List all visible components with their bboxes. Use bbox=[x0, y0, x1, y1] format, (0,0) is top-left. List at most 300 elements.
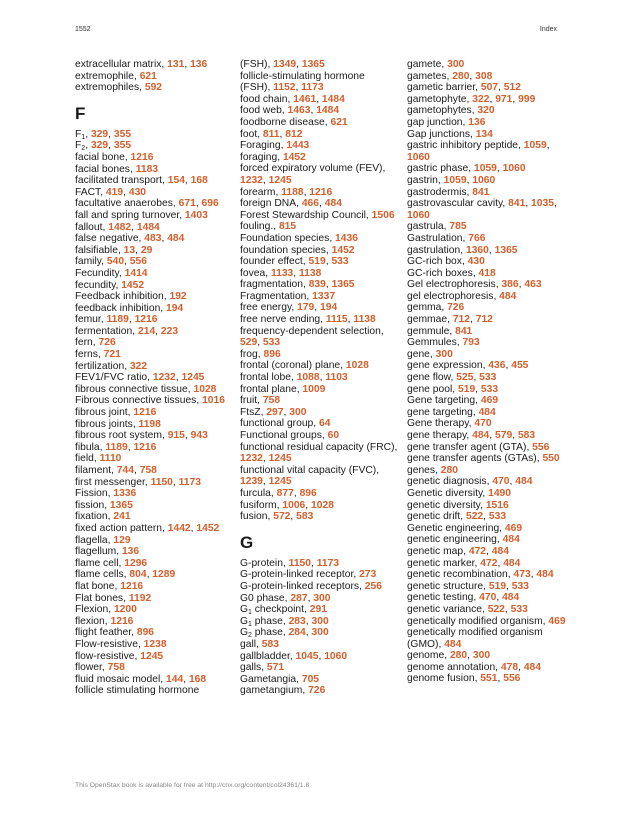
index-term: founder effect bbox=[240, 256, 303, 268]
index-term: gene targeting bbox=[407, 406, 473, 418]
page-reference-link[interactable]: 154 bbox=[167, 175, 185, 187]
page-reference-link[interactable]: 280 bbox=[452, 70, 470, 82]
index-term: foot bbox=[240, 128, 258, 140]
page-reference-link[interactable]: 533 bbox=[331, 256, 349, 268]
index-entry: gene, 300 bbox=[407, 348, 453, 360]
page-reference-link[interactable]: 1232 bbox=[240, 453, 263, 465]
page-reference-link[interactable]: 64 bbox=[319, 418, 331, 430]
page-reference-link[interactable]: 529 bbox=[240, 337, 258, 349]
index-term: genetically modified organism bbox=[407, 615, 543, 627]
page-reference-link[interactable]: 507 bbox=[480, 82, 499, 94]
index-entry: family, 540, 556 bbox=[75, 256, 147, 268]
page-reference-link[interactable]: 29 bbox=[140, 244, 153, 256]
page-reference-link[interactable]: 533 bbox=[479, 372, 497, 384]
page-reference-link[interactable]: 1506 bbox=[371, 209, 395, 221]
index-term: flexion bbox=[75, 615, 105, 627]
page-reference-link[interactable]: 1239 bbox=[240, 476, 263, 488]
page-reference-link[interactable]: 283 bbox=[288, 615, 306, 627]
page-reference-link[interactable]: 726 bbox=[308, 685, 326, 697]
page-reference-link[interactable]: 484 bbox=[523, 661, 542, 673]
page-reference-link[interactable]: 1060 bbox=[324, 650, 348, 662]
index-term: Gene targeting bbox=[407, 395, 476, 407]
page-reference-link[interactable]: 1028 bbox=[311, 499, 334, 511]
page-reference-link[interactable]: 1365 bbox=[494, 244, 518, 256]
page-reference-link[interactable]: 533 bbox=[262, 337, 281, 349]
page-reference-link[interactable]: 308 bbox=[475, 70, 493, 82]
page-reference-link[interactable]: 804 bbox=[129, 569, 147, 581]
page-reference-link[interactable]: 1009 bbox=[302, 383, 326, 395]
page-reference-link[interactable]: 1452 bbox=[196, 522, 220, 534]
page-reference-link[interactable]: 1183 bbox=[135, 163, 159, 175]
page-reference-link[interactable]: 811 bbox=[262, 128, 280, 140]
page-reference-link[interactable]: 1060 bbox=[407, 209, 430, 221]
page-reference-link[interactable]: 484 bbox=[472, 430, 490, 441]
page-reference-link[interactable]: 320 bbox=[477, 105, 495, 117]
page-reference-link[interactable]: 1103 bbox=[325, 372, 348, 384]
page-reference-link[interactable]: 550 bbox=[542, 453, 560, 465]
page-reference-link[interactable]: 1452 bbox=[121, 279, 145, 291]
page-reference-link[interactable]: 483 bbox=[144, 233, 162, 245]
page-reference-link[interactable]: 766 bbox=[468, 232, 486, 244]
page-reference-link[interactable]: 943 bbox=[190, 430, 208, 442]
page-reference-link[interactable]: 1490 bbox=[488, 487, 512, 499]
page-reference-link[interactable]: 533 bbox=[510, 603, 528, 615]
page-reference-link[interactable]: 484 bbox=[167, 233, 185, 245]
page-reference-link[interactable]: 168 bbox=[188, 673, 207, 685]
page-reference-link[interactable]: 1289 bbox=[152, 569, 176, 581]
index-entry: food chain, 1461, 1484 bbox=[240, 93, 345, 105]
page-reference-link[interactable]: 1059 bbox=[523, 140, 547, 152]
page-reference-link[interactable]: 533 bbox=[511, 580, 529, 592]
page-reference-link[interactable]: 60 bbox=[327, 430, 340, 441]
page-reference-link[interactable]: 300 bbox=[311, 627, 329, 639]
page-reference-link[interactable]: 1484 bbox=[321, 93, 345, 105]
page-reference-link[interactable]: 1484 bbox=[316, 105, 340, 117]
page-reference-link[interactable]: 1296 bbox=[124, 557, 148, 569]
page-reference-link[interactable]: 13 bbox=[123, 244, 136, 256]
index-term: G bbox=[240, 615, 249, 627]
page-reference-link[interactable]: 1360 bbox=[465, 244, 489, 256]
page-reference-link[interactable]: 1245 bbox=[181, 372, 205, 384]
page-reference-link[interactable]: 1028 bbox=[345, 360, 369, 372]
page-reference-link[interactable]: 469 bbox=[480, 395, 499, 407]
page-reference-link[interactable]: 1198 bbox=[138, 418, 161, 430]
page-reference-link[interactable]: 915 bbox=[167, 430, 185, 442]
page-reference-link[interactable]: 1216 bbox=[133, 441, 157, 453]
index-term: Fecundity bbox=[75, 267, 119, 279]
page-reference-link[interactable]: 466 bbox=[301, 198, 320, 210]
page-reference-link[interactable]: 671 bbox=[178, 198, 196, 210]
index-term: gel electrophoresis bbox=[407, 290, 494, 302]
page-reference-link[interactable]: 533 bbox=[488, 511, 507, 523]
page-reference-link[interactable]: 300 bbox=[311, 615, 329, 627]
page-reference-link[interactable]: 1442 bbox=[167, 522, 191, 534]
page-reference-link[interactable]: 291 bbox=[309, 604, 327, 616]
index-entry: flow-resistive, 1245 bbox=[75, 650, 164, 662]
page-reference-link[interactable]: 1059 bbox=[443, 174, 467, 186]
page-reference-link[interactable]: 192 bbox=[169, 291, 187, 303]
page-reference-link[interactable]: 355 bbox=[113, 128, 132, 140]
page-reference-link[interactable]: 1443 bbox=[286, 140, 310, 152]
page-reference-link[interactable]: 241 bbox=[113, 511, 131, 523]
page-reference-link[interactable]: 322 bbox=[472, 93, 490, 105]
page-reference-link[interactable]: 815 bbox=[278, 221, 297, 233]
page-reference-link[interactable]: 1110 bbox=[99, 453, 122, 465]
index-entry: gene pool, 519, 533 bbox=[407, 383, 499, 395]
page-reference-link[interactable]: 473 bbox=[513, 569, 531, 581]
index-term: flagella bbox=[75, 534, 108, 546]
index-term: FEV1/FVC ratio bbox=[75, 372, 148, 384]
page-reference-link[interactable]: 329 bbox=[90, 128, 109, 140]
index-term: GC-rich box bbox=[407, 256, 462, 268]
index-entry: free energy, 179, 194 bbox=[240, 302, 338, 314]
page-reference-link[interactable]: 551 bbox=[480, 673, 498, 685]
page-reference-link[interactable]: 1245 bbox=[268, 476, 292, 488]
page-reference-link[interactable]: 469 bbox=[548, 615, 566, 627]
index-term: filament bbox=[75, 465, 112, 476]
index-term: Gap junctions bbox=[407, 128, 470, 140]
index-entry: ferns, 721 bbox=[75, 349, 121, 361]
index-term: femur bbox=[75, 314, 101, 326]
index-entry: fibrous joint, 1216 bbox=[75, 407, 157, 419]
page-reference-link[interactable]: 572 bbox=[273, 511, 291, 523]
page-reference-link[interactable]: 484 bbox=[515, 476, 533, 488]
page-reference-link[interactable]: 1414 bbox=[124, 267, 148, 279]
page-reference-link[interactable]: 223 bbox=[160, 325, 179, 337]
page-reference-link[interactable]: 1461 bbox=[293, 93, 317, 105]
page-reference-link[interactable]: 583 bbox=[296, 511, 314, 523]
page-reference-link[interactable]: 1188 bbox=[281, 186, 304, 198]
index-term: forearm bbox=[240, 186, 276, 198]
page-reference-link[interactable]: 1484 bbox=[136, 221, 160, 233]
page-reference-link[interactable]: 1245 bbox=[268, 453, 292, 465]
page-reference-link[interactable]: 1138 bbox=[353, 314, 376, 326]
page-reference-link[interactable]: 419 bbox=[105, 186, 124, 198]
page-reference-link[interactable]: 478 bbox=[500, 661, 519, 673]
index-entry: gastrulation, 1360, 1365 bbox=[407, 244, 518, 256]
page-reference-link[interactable]: 131 bbox=[167, 59, 185, 70]
index-term: gastric phase bbox=[407, 163, 469, 175]
page-reference-link[interactable]: 129 bbox=[113, 534, 131, 546]
page-reference-link[interactable]: 1452 bbox=[331, 244, 355, 256]
page-reference-link[interactable]: 1173 bbox=[316, 557, 340, 569]
index-term: FtsZ bbox=[240, 406, 261, 418]
page-reference-link[interactable]: 214 bbox=[137, 325, 156, 337]
page-reference-link[interactable]: 839 bbox=[308, 279, 326, 291]
page-reference-link[interactable]: 1138 bbox=[299, 267, 322, 279]
index-term: genes bbox=[407, 464, 436, 476]
page-reference-link[interactable]: 1336 bbox=[113, 488, 137, 500]
index-entry: G-protein-linked receptor, 273 bbox=[240, 569, 377, 581]
page-reference-link[interactable]: 1216 bbox=[133, 407, 157, 419]
page-reference-link[interactable]: 999 bbox=[518, 93, 536, 105]
page-reference-link[interactable]: 556 bbox=[532, 441, 550, 453]
page-reference-link[interactable]: 1365 bbox=[109, 499, 133, 511]
index-term: galls bbox=[240, 662, 262, 674]
page-reference-link[interactable]: 329 bbox=[90, 140, 109, 152]
page-reference-link[interactable]: 1060 bbox=[407, 151, 430, 163]
page-reference-link[interactable]: 712 bbox=[475, 314, 493, 326]
page-reference-link[interactable]: 621 bbox=[139, 70, 157, 82]
page-reference-link[interactable]: 519 bbox=[457, 383, 476, 395]
page-reference-link[interactable]: 194 bbox=[166, 302, 184, 314]
index-term: gene flow bbox=[407, 372, 451, 384]
page-reference-link[interactable]: 168 bbox=[190, 175, 208, 187]
page-reference-link[interactable]: 300 bbox=[447, 59, 465, 70]
page-reference-link[interactable]: 1150 bbox=[150, 476, 173, 488]
index-entry: galls, 571 bbox=[240, 662, 285, 674]
page-reference-link[interactable]: 1365 bbox=[301, 59, 325, 70]
index-term: genetic diversity bbox=[407, 499, 481, 511]
page-reference-link[interactable]: 470 bbox=[479, 592, 497, 604]
index-entry: fermentation, 214, 223 bbox=[75, 325, 179, 337]
page-reference-link[interactable]: 455 bbox=[511, 360, 529, 372]
page-reference-link[interactable]: 470 bbox=[474, 418, 492, 430]
page-reference-link[interactable]: 322 bbox=[129, 360, 148, 372]
page-reference-link[interactable]: 841 bbox=[508, 198, 526, 210]
page-reference-link[interactable]: 484 bbox=[499, 290, 517, 302]
index-entry: FEV1/FVC ratio, 1232, 1245 bbox=[75, 372, 205, 384]
page-reference-link[interactable]: 297 bbox=[266, 406, 284, 418]
index-term: gene transfer agents (GTAs) bbox=[407, 453, 537, 465]
page-reference-link[interactable]: 300 bbox=[435, 348, 453, 360]
index-term: Gametangia bbox=[240, 673, 297, 685]
index-term: Flexion bbox=[75, 604, 109, 616]
page-reference-link[interactable]: 1173 bbox=[301, 82, 324, 94]
index-term: (FSH) bbox=[240, 82, 268, 94]
page-reference-link[interactable]: 1016 bbox=[202, 395, 225, 407]
page-reference-link[interactable]: 1152 bbox=[273, 82, 296, 94]
page-reference-link[interactable]: 1232 bbox=[152, 372, 176, 384]
index-term: gemma bbox=[407, 302, 442, 314]
page-reference-link[interactable]: 621 bbox=[330, 116, 348, 128]
page-reference-link[interactable]: 1028 bbox=[193, 383, 217, 395]
index-entry: Fibrous connective tissues, 1016 bbox=[75, 395, 225, 407]
page-reference-link[interactable]: 484 bbox=[324, 198, 342, 210]
page-reference-link[interactable]: 436 bbox=[488, 360, 506, 372]
page-reference-link[interactable]: 1200 bbox=[113, 604, 137, 616]
page-reference-link[interactable]: 696 bbox=[201, 198, 219, 210]
page-reference-link[interactable]: 519 bbox=[308, 256, 326, 268]
page-reference-link[interactable]: 1115 bbox=[325, 314, 348, 326]
page-reference-link[interactable]: 1463 bbox=[287, 105, 311, 117]
index-entry: fallout, 1482, 1484 bbox=[75, 221, 160, 233]
page-reference-link[interactable]: 583 bbox=[517, 430, 536, 441]
page-reference-link[interactable]: 758 bbox=[107, 662, 125, 674]
page-reference-link[interactable]: 971 bbox=[495, 93, 513, 105]
page-reference-link[interactable]: 484 bbox=[503, 557, 521, 569]
page-reference-link[interactable]: 484 bbox=[536, 569, 554, 581]
page-reference-link[interactable]: 136 bbox=[190, 59, 208, 70]
page-reference-link[interactable]: 136 bbox=[121, 546, 140, 558]
page-reference-link[interactable]: 712 bbox=[452, 314, 470, 326]
page-reference-link[interactable]: 726 bbox=[98, 337, 116, 349]
index-term: false negative bbox=[75, 233, 139, 245]
page-reference-link[interactable]: 1189 bbox=[106, 314, 129, 326]
page-reference-link[interactable]: 256 bbox=[364, 580, 382, 592]
page-reference-link[interactable]: 287 bbox=[290, 592, 308, 604]
page-reference-link[interactable]: 484 bbox=[478, 406, 496, 418]
page-reference-link[interactable]: 484 bbox=[502, 534, 520, 546]
page-reference-link[interactable]: 896 bbox=[136, 627, 155, 639]
index-entry: flight feather, 896 bbox=[75, 627, 155, 639]
page-reference-link[interactable]: 1173 bbox=[178, 476, 201, 488]
page-reference-link[interactable]: 1245 bbox=[268, 174, 292, 186]
page-reference-link[interactable]: 1216 bbox=[120, 580, 144, 592]
page-reference-link[interactable]: 284 bbox=[288, 627, 306, 639]
index-term: facultative anaerobes bbox=[75, 198, 173, 210]
page-reference-link[interactable]: 721 bbox=[103, 349, 121, 361]
index-entry: fall and spring turnover, 1403 bbox=[75, 209, 208, 221]
page-reference-link[interactable]: 484 bbox=[491, 545, 509, 557]
page-reference-link[interactable]: 579 bbox=[495, 430, 513, 441]
page-reference-link[interactable]: 793 bbox=[462, 337, 480, 349]
page-reference-link[interactable]: 512 bbox=[503, 82, 521, 94]
page-reference-link[interactable]: 1045 bbox=[295, 650, 319, 662]
index-term: flat bone bbox=[75, 580, 115, 592]
page-reference-link[interactable]: 1216 bbox=[130, 151, 154, 163]
page-reference-link[interactable]: 280 bbox=[449, 650, 468, 662]
page-reference-link[interactable]: 1452 bbox=[282, 151, 306, 163]
page-reference-link[interactable]: 1403 bbox=[184, 209, 208, 221]
page-reference-link[interactable]: 877 bbox=[276, 487, 294, 499]
page-reference-link[interactable]: 812 bbox=[285, 128, 303, 140]
page-reference-link[interactable]: 386 bbox=[501, 279, 519, 291]
page-reference-link[interactable]: 273 bbox=[359, 569, 377, 581]
index-entry: gastrin, 1059, 1060 bbox=[407, 174, 496, 186]
page-reference-link[interactable]: 1365 bbox=[331, 279, 355, 291]
page-reference-link[interactable]: 300 bbox=[289, 406, 307, 418]
index-term: flagellum bbox=[75, 546, 117, 558]
page-reference-link[interactable]: 726 bbox=[447, 302, 465, 314]
page-reference-link[interactable]: 519 bbox=[488, 580, 507, 592]
page-reference-link[interactable]: 280 bbox=[440, 464, 458, 476]
page-reference-link[interactable]: 430 bbox=[467, 256, 485, 268]
page-reference-link[interactable]: 300 bbox=[313, 592, 331, 604]
index-entry: flat bone, 1216 bbox=[75, 580, 144, 592]
page-reference-link[interactable]: 556 bbox=[503, 673, 521, 685]
page-reference-link[interactable]: 1216 bbox=[309, 186, 333, 198]
page-reference-link[interactable]: 1192 bbox=[128, 592, 152, 604]
index-entry: (FSH), 1152, 1173 bbox=[240, 82, 324, 94]
index-entry: $F_2$, 329, 355 bbox=[75, 140, 132, 153]
index-term: FACT bbox=[75, 186, 101, 198]
index-entry: frog, 896 bbox=[240, 348, 281, 360]
running-header: Index bbox=[539, 26, 557, 33]
page-reference-link[interactable]: 1088 bbox=[296, 372, 320, 384]
index-entry: Flow-resistive, 1238 bbox=[75, 638, 167, 650]
index-entry: genome fusion, 551, 556 bbox=[407, 673, 521, 685]
page-reference-link[interactable]: 1238 bbox=[143, 638, 167, 650]
index-term: gemmae bbox=[407, 314, 448, 326]
page-reference-link[interactable]: 1059 bbox=[473, 163, 497, 175]
page-reference-link[interactable]: 134 bbox=[475, 128, 493, 140]
page-reference-link[interactable]: 144 bbox=[166, 673, 184, 685]
page-reference-link[interactable]: 1035 bbox=[531, 198, 554, 210]
page-reference-link[interactable]: 540 bbox=[106, 256, 125, 268]
page-reference-link[interactable]: 1337 bbox=[312, 290, 336, 302]
index-term: Gastrulation bbox=[407, 232, 463, 244]
index-entry: genetic map, 472, 484 bbox=[407, 545, 509, 557]
index-term: genetic drift bbox=[407, 511, 461, 523]
page-reference-link[interactable]: 1060 bbox=[502, 163, 526, 175]
page-reference-link[interactable]: 533 bbox=[480, 383, 499, 395]
page-reference-link[interactable]: 418 bbox=[478, 267, 496, 279]
page-reference-link[interactable]: 592 bbox=[144, 82, 163, 94]
page-reference-link[interactable]: 785 bbox=[449, 221, 467, 233]
index-term: genome annotation bbox=[407, 661, 496, 673]
index-term: fragmentation bbox=[240, 279, 303, 291]
page-reference-link[interactable]: 583 bbox=[261, 638, 279, 650]
index-entry: GC-rich box, 430 bbox=[407, 256, 485, 268]
page-reference-link[interactable]: 1482 bbox=[108, 221, 132, 233]
page-reference-link[interactable]: 484 bbox=[444, 638, 462, 650]
index-entry: gel electrophoresis, 484 bbox=[407, 290, 517, 302]
page-reference-link[interactable]: 1133 bbox=[270, 267, 294, 279]
page-reference-link[interactable]: 571 bbox=[266, 662, 285, 674]
page-reference-link[interactable]: 896 bbox=[263, 348, 281, 360]
page-reference-link[interactable]: 194 bbox=[319, 302, 338, 314]
page-reference-link[interactable]: 522 bbox=[487, 603, 505, 615]
index-term: flower bbox=[75, 662, 102, 674]
page-reference-link[interactable]: 179 bbox=[297, 302, 315, 314]
page-reference-link[interactable]: 841 bbox=[472, 186, 490, 198]
index-entry: G-protein-linked receptors, 256 bbox=[240, 580, 382, 592]
page-reference-link[interactable]: 1006 bbox=[282, 499, 306, 511]
index-term: genetic map bbox=[407, 545, 464, 557]
page-reference-link[interactable]: 355 bbox=[113, 140, 132, 152]
page-reference-link[interactable]: 1232 bbox=[240, 174, 263, 186]
index-term: G-protein-linked receptors bbox=[240, 580, 360, 592]
page-reference-link[interactable]: 556 bbox=[129, 256, 147, 268]
page-reference-link[interactable]: 758 bbox=[262, 395, 281, 407]
page-reference-link[interactable]: 1349 bbox=[273, 59, 297, 70]
page-reference-link[interactable]: 1216 bbox=[134, 314, 158, 326]
index-term: fusiform bbox=[240, 499, 277, 511]
page-reference-link[interactable]: 841 bbox=[455, 325, 473, 337]
page-reference-link[interactable]: 469 bbox=[504, 522, 523, 534]
page-reference-link[interactable]: 1189 bbox=[105, 441, 128, 453]
index-term: frontal plane bbox=[240, 383, 297, 395]
index-entry: Foundation species, 1436 bbox=[240, 232, 358, 244]
page-reference-link[interactable]: 463 bbox=[524, 279, 542, 291]
page-reference-link[interactable]: 136 bbox=[468, 116, 486, 128]
page-reference-link[interactable]: 472 bbox=[468, 545, 487, 557]
page-reference-link[interactable]: 758 bbox=[139, 465, 157, 476]
page-reference-link[interactable]: 896 bbox=[299, 487, 317, 499]
page-reference-link[interactable]: 705 bbox=[301, 673, 320, 685]
index-entry: gallbladder, 1045, 1060 bbox=[240, 650, 348, 662]
page-reference-link[interactable]: 1436 bbox=[335, 232, 358, 244]
page-reference-link[interactable]: 1516 bbox=[485, 499, 509, 511]
index-entry: facial bones, 1183 bbox=[75, 163, 159, 175]
page-reference-link[interactable]: 472 bbox=[480, 557, 498, 569]
page-reference-link[interactable]: 1245 bbox=[140, 650, 164, 662]
page-reference-link[interactable]: 470 bbox=[492, 476, 510, 488]
page-reference-link[interactable]: 522 bbox=[465, 511, 484, 523]
index-term: gene expression bbox=[407, 360, 483, 372]
page-reference-link[interactable]: 525 bbox=[456, 372, 474, 384]
index-term: gastrovascular cavity bbox=[407, 198, 503, 210]
page-reference-link[interactable]: 1060 bbox=[472, 174, 496, 186]
page-reference-link[interactable]: 430 bbox=[128, 186, 147, 198]
page-reference-link[interactable]: 484 bbox=[502, 592, 520, 604]
page-reference-link[interactable]: 300 bbox=[472, 650, 491, 662]
page-reference-link[interactable]: 1216 bbox=[110, 615, 134, 627]
page-reference-link[interactable]: 744 bbox=[116, 465, 134, 476]
page-reference-link[interactable]: 1150 bbox=[288, 557, 312, 569]
footer-note: This OpenStax book is available for free at http://cnx.org/content/col24361/1.8 bbox=[75, 782, 310, 789]
